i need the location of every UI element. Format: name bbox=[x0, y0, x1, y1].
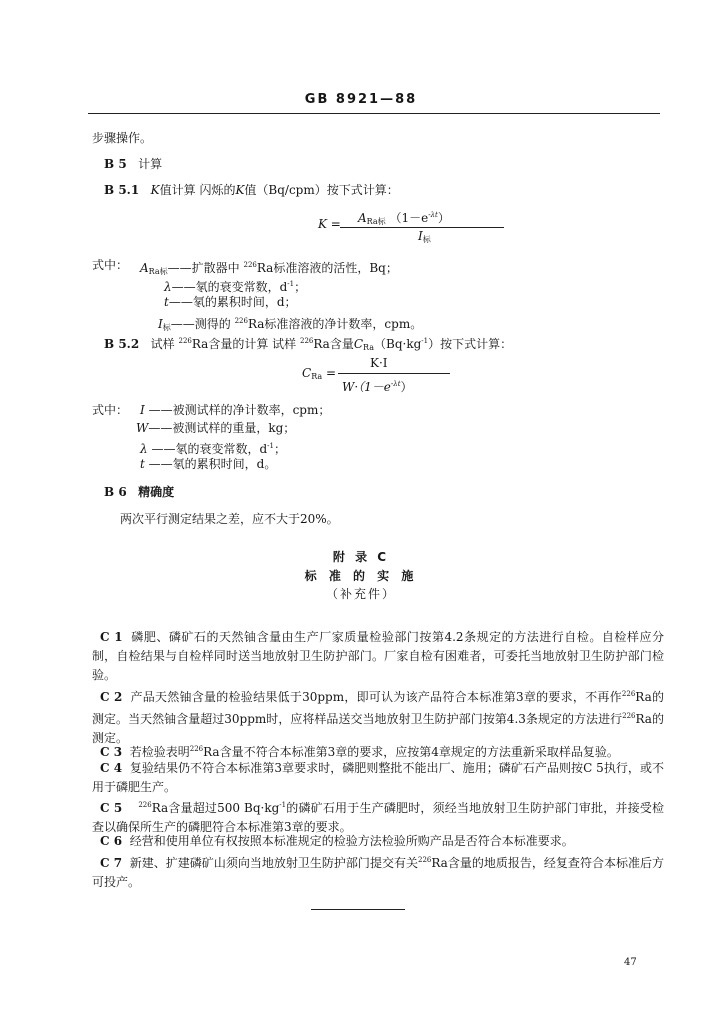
clause-c2-number: C 2 bbox=[100, 690, 123, 704]
where1-item-3 bbox=[164, 294, 297, 310]
clause-c7 bbox=[92, 851, 664, 892]
where1-text-4b: Ra标准溶液的净计数率，cpm。 bbox=[247, 317, 423, 331]
clause-c1 bbox=[92, 628, 664, 685]
formula-c-den-exp: -λt bbox=[390, 380, 401, 388]
clause-c3-text-a: 若检验表明 bbox=[129, 745, 190, 759]
formula-k-num-rest: （1－e bbox=[389, 211, 429, 225]
b52-symbol-c: C bbox=[353, 337, 364, 351]
section-b6-text: 两次平行测定结果之差，应不大于20%。 bbox=[120, 512, 339, 526]
where1-sym-1-sub: Ra标 bbox=[148, 267, 168, 276]
where2-item-3 bbox=[140, 438, 286, 457]
formula-k-den-i: I bbox=[418, 229, 423, 243]
where1-text-1a: 扩散器中 bbox=[191, 261, 240, 275]
where2-sym-2: W bbox=[136, 421, 149, 435]
where2-lead: 式中： bbox=[92, 403, 129, 417]
clause-c7-iso: 226 bbox=[417, 856, 432, 864]
where2-sym-4: t bbox=[140, 457, 145, 471]
section-b52-line bbox=[104, 333, 512, 356]
clause-c6-number: C 6 bbox=[100, 834, 123, 848]
where1-iso-1: 226 bbox=[243, 261, 257, 269]
clause-c6-text: 经营和使用单位有权按照本标准规定的检验方法检验所购产品是否符合本标准要求。 bbox=[129, 834, 574, 848]
continuation-text: 步骤操作。 bbox=[92, 131, 153, 145]
clause-c5 bbox=[92, 796, 664, 837]
clause-c6 bbox=[92, 832, 664, 851]
where1-text-1b: Ra标准溶液的活性，Bq； bbox=[256, 261, 398, 275]
b51-text-1: 值计算 闪烁的 bbox=[159, 183, 236, 197]
formula-c-numerator: K·I bbox=[370, 356, 388, 370]
where1-exp-2: -1 bbox=[287, 280, 295, 288]
clause-c5-iso: 226 bbox=[138, 801, 152, 809]
header-rule bbox=[88, 113, 660, 114]
where2-dash-2: —— bbox=[148, 421, 173, 435]
section-b5-heading bbox=[104, 156, 162, 172]
clause-c5-text-b: 的磷矿石用于生产磷肥时，须经当地放射卫生防护部门审批，并接受检查以确保所生产的磷肥符合本标准第3章的要求。 bbox=[92, 801, 665, 834]
where2-text-3b: ； bbox=[273, 442, 286, 456]
where2-text-3a: 氡的衰变常数，d bbox=[175, 442, 268, 456]
where1-text-2a: 氡的衰变常数，d bbox=[195, 280, 288, 294]
clause-c3-text-b: Ra含量不符合本标准第3章的要求，应按第4章规定的方法重新采取样品复验。 bbox=[203, 745, 619, 759]
formula-c-lhs bbox=[302, 365, 336, 385]
clause-c7-text-a: 新建、扩建磷矿山须向当地放射卫生防护部门提交有关 bbox=[129, 856, 418, 870]
end-rule bbox=[311, 909, 405, 910]
where2-dash-4: —— bbox=[148, 457, 173, 471]
clause-c4-text: 复验结果仍不符合本标准第3章要求时，磷肥则整批不能出厂、施用；磷矿石产品则按C 5执行，或不用于磷肥生产。 bbox=[92, 761, 664, 794]
b52-text-a: 试样 bbox=[150, 337, 175, 351]
section-b5-number: B 5 bbox=[104, 157, 127, 171]
where2-item-1 bbox=[140, 402, 330, 418]
formula-c-symbol: C bbox=[302, 366, 312, 380]
where1-iso-4: 226 bbox=[234, 317, 248, 325]
formula-c-den-b: ） bbox=[400, 380, 413, 394]
clause-c2-text-a: 产品天然铀含量的检验结果低于30ppm，即可认为该产品符合本标准第3章的要求，不再作 bbox=[130, 690, 622, 704]
where1-lead: 式中： bbox=[92, 258, 129, 272]
b52-iso-2: 226 bbox=[299, 337, 314, 345]
formula-k-lhs bbox=[318, 216, 341, 232]
appendix-subtitle: 标 准 的 实 施 bbox=[304, 569, 418, 583]
b52-text-b: Ra含量的计算 试样 bbox=[191, 337, 297, 351]
clause-c3-iso: 226 bbox=[189, 745, 204, 753]
where2-dash-1: —— bbox=[148, 403, 173, 417]
where1-sym-1: A bbox=[140, 261, 149, 275]
where2-text-2: 被测试样的重量，kg； bbox=[172, 421, 296, 435]
section-b51-line bbox=[104, 182, 399, 198]
clause-c5-text-a: Ra含量超过500 Bq·kg bbox=[151, 801, 280, 815]
formula-c-symbol-sub: Ra bbox=[311, 372, 323, 381]
symbol-k-2: K bbox=[235, 183, 245, 197]
formula-k-num-a: A bbox=[358, 211, 367, 225]
formula-c-fraction-bar bbox=[338, 373, 450, 374]
clause-c4 bbox=[92, 759, 664, 797]
clause-c2-iso-1: 226 bbox=[621, 690, 636, 698]
where1-dash-1: —— bbox=[167, 261, 192, 275]
where1-text-4a: 测得的 bbox=[194, 317, 231, 331]
formula-c-equals: = bbox=[326, 366, 337, 380]
where1-sym-3: t bbox=[164, 295, 169, 309]
where2-item-2 bbox=[136, 420, 295, 436]
where2-text-4: 氡的累积时间，d。 bbox=[172, 457, 277, 471]
where1-dash-2: —— bbox=[171, 280, 196, 294]
clause-c3-number: C 3 bbox=[100, 745, 123, 759]
where1-sym-4: I bbox=[158, 317, 163, 331]
where2-item-4 bbox=[140, 456, 276, 472]
clause-c2-text-c: Ra的测定。 bbox=[92, 712, 664, 745]
clause-c5-exp: -1 bbox=[279, 801, 287, 809]
section-b52-number: B 5.2 bbox=[104, 337, 140, 351]
standard-number-header: GB 8921—88 bbox=[304, 92, 418, 107]
clause-c1-number: C 1 bbox=[100, 630, 123, 644]
b52-text-c: Ra含量 bbox=[313, 337, 354, 351]
where2-sym-3: λ bbox=[140, 442, 148, 456]
clause-c1-text: 磷肥、磷矿石的天然铀含量由生产厂家质量检验部门按第4.2条规定的方法进行自检。自检样应分制，自检结果与自检样同时送当地放射卫生防护部门。厂家自检有困难者，可委托当地放射卫生防护部门检验。 bbox=[92, 630, 664, 682]
section-b6-number: B 6 bbox=[104, 485, 127, 499]
clause-c4-number: C 4 bbox=[100, 761, 123, 775]
b52-exp: -1 bbox=[421, 337, 429, 345]
section-b5-title: 计算 bbox=[138, 157, 163, 171]
where1-dash-3: —— bbox=[168, 295, 193, 309]
where1-text-3a: 氡的累积时间，d； bbox=[192, 295, 297, 309]
where2-sym-1: I bbox=[140, 403, 145, 417]
where1-text-2b: ； bbox=[294, 280, 307, 294]
b52-symbol-c-sub: Ra bbox=[363, 343, 374, 352]
symbol-k: K bbox=[150, 183, 160, 197]
section-b6-title: 精确度 bbox=[138, 485, 175, 499]
formula-k-denominator bbox=[418, 228, 431, 248]
where1-sym-4-sub: 标 bbox=[162, 323, 171, 332]
formula-k-num-exp: -λt bbox=[428, 211, 438, 219]
where2-dash-3: —— bbox=[151, 442, 176, 456]
formula-k-den-i-sub: 标 bbox=[422, 235, 431, 244]
formula-c-den-a: W·（1－e bbox=[342, 380, 391, 394]
b51-text-2: 值（Bq/cpm）按下式计算： bbox=[244, 183, 399, 197]
b52-text-e: ）按下式计算： bbox=[428, 337, 513, 351]
b52-text-d: （Bq·kg bbox=[374, 337, 422, 351]
formula-k-num-close: ） bbox=[437, 211, 450, 225]
formula-c-denominator bbox=[342, 376, 413, 395]
formula-k-equals: = bbox=[330, 217, 341, 231]
section-b6-heading bbox=[104, 484, 174, 500]
clause-c7-text-b: Ra含量的地质报告，经复查符合本标准后方可投产。 bbox=[92, 856, 664, 889]
formula-k-symbol: K bbox=[318, 217, 327, 231]
clause-c2-text-b: Ra的测定。当天然铀含量超过30ppm时，应将样品送交当地放射卫生防护部门按第4.3条规定的方法进行 bbox=[92, 690, 665, 726]
where2-text-1: 被测试样的净计数率，cpm； bbox=[172, 403, 331, 417]
clause-c7-number: C 7 bbox=[100, 856, 123, 870]
where2-exp-3: -1 bbox=[267, 442, 274, 450]
appendix-title: 附 录 C bbox=[332, 550, 390, 564]
where1-item-2 bbox=[164, 276, 306, 295]
where1-dash-4: —— bbox=[170, 317, 195, 331]
where1-sym-2: λ bbox=[164, 280, 172, 294]
clause-c5-number: C 5 bbox=[100, 801, 123, 815]
b52-iso-1: 226 bbox=[178, 337, 192, 345]
page-number: 47 bbox=[624, 957, 637, 968]
clause-c2 bbox=[92, 685, 664, 748]
formula-k-num-a-sub: Ra标 bbox=[366, 217, 386, 226]
section-b51-number: B 5.1 bbox=[104, 183, 140, 197]
clause-c2-iso-2: 226 bbox=[622, 712, 636, 720]
appendix-note: （补充件） bbox=[325, 587, 396, 601]
